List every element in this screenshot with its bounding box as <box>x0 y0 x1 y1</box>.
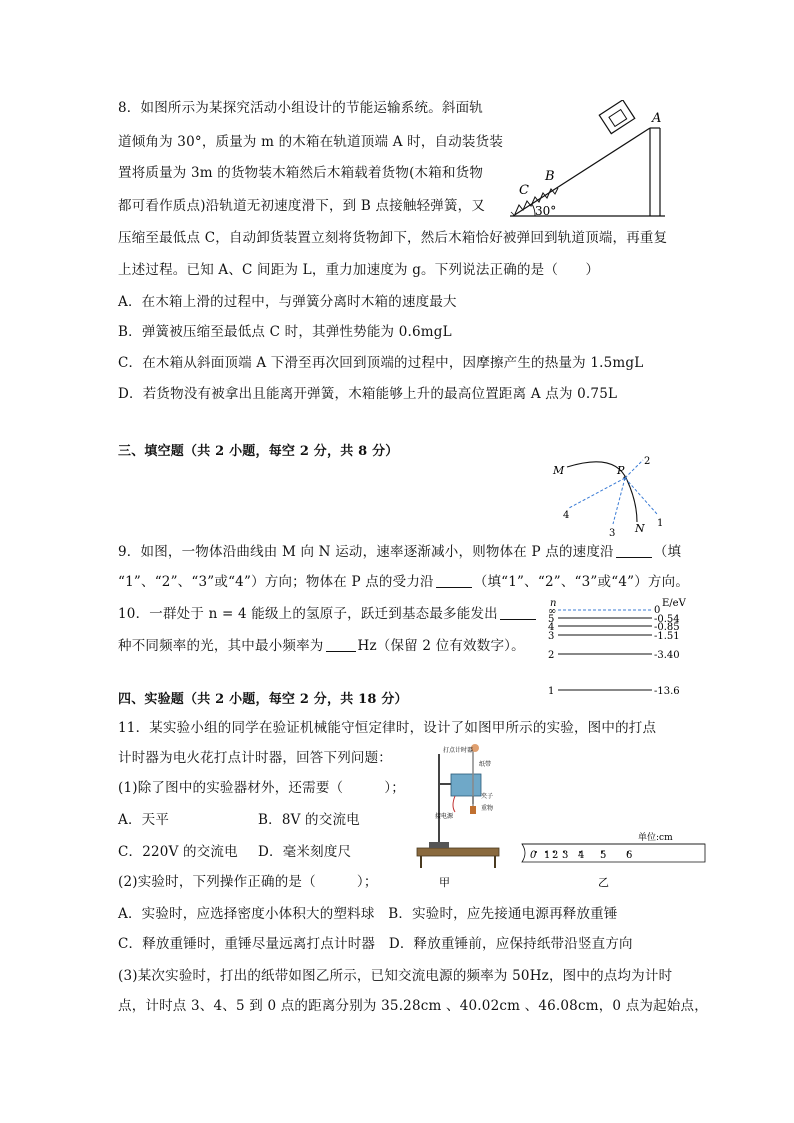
q9-line-1 <box>118 542 681 562</box>
level-3-n: 3 <box>548 631 555 642</box>
level-2-n: 2 <box>548 650 555 661</box>
incline-angle-label: 30° <box>535 204 557 218</box>
label-power: 接电源 <box>435 813 454 820</box>
point-b-label: B <box>545 169 555 184</box>
q9-blank-force[interactable] <box>436 573 472 588</box>
figure-yi-caption: 乙 <box>598 876 609 889</box>
point-c-label: C <box>519 183 529 198</box>
q9-line-2 <box>118 572 689 592</box>
q10-blank-count[interactable] <box>500 605 536 620</box>
label-timer: 打点计时器 <box>443 747 474 754</box>
tape-figure-yi <box>520 828 710 890</box>
q11-p1-option-a: A．天平 <box>118 812 170 828</box>
curve-figure <box>545 452 675 542</box>
direction-4-label: 4 <box>563 510 570 521</box>
q9-line-1-end: （填 <box>653 544 682 560</box>
q8-option-b: B．弹簧被压缩至最低点 C 时，其弹性势能为 0.6mgL <box>118 324 452 340</box>
q8-option-d: D．若货物没有被拿出且能离开弹簧，木箱能够上升的最高位置距离 A 点为 0.75L <box>118 386 618 402</box>
tape-point-5: 5 <box>600 850 607 861</box>
q8-option-c: C．在木箱从斜面顶端 A 下滑至再次回到顶端的过程中，因摩擦产生的热量为 1.5mgL <box>118 355 644 371</box>
level-5-e: -0.54 <box>654 614 680 625</box>
q11-p1-option-b: B．8V 的交流电 <box>258 812 360 828</box>
tape-unit-label: 单位:cm <box>638 833 673 843</box>
q9-line-2-end: （填“1”、“2”、“3”或“4”）方向。 <box>473 574 690 590</box>
q11-intro-2: 计时器为电火花打点计时器，回答下列问题： <box>118 750 392 766</box>
q10-blank-frequency[interactable] <box>326 637 356 652</box>
curve-point-n: N <box>635 522 645 535</box>
label-tape: 纸带 <box>479 761 492 768</box>
q8-line-1: 8．如图所示为某探究活动小组设计的节能运输系统。斜面轨 <box>118 100 483 116</box>
energy-level-diagram <box>540 596 690 698</box>
level-1-e: -13.6 <box>654 686 680 697</box>
direction-1-label: 1 <box>657 518 664 529</box>
figure-jia-caption: 甲 <box>439 876 450 889</box>
tape-point-4: 4 <box>578 850 585 861</box>
level-3-e: -1.51 <box>654 631 680 642</box>
point-a-label: A <box>652 111 662 126</box>
q11-p2-options-cd: C．释放重锤时，重锤尽量远离打点计时器 D．释放重锤前，应保持纸带沿竖直方向 <box>118 936 633 952</box>
level-4-e: -0.85 <box>654 622 680 633</box>
q8-line-3: 置将质量为 3m 的货物装木箱然后木箱载着货物(木箱和货物 <box>118 165 484 181</box>
energy-unit-label: E/eV <box>662 598 686 609</box>
q11-intro-1: 11．某实验小组的同学在验证机械能守恒定律时，设计了如图甲所示的实验，图中的打点 <box>118 720 657 736</box>
q11-part-3-line-2: 点，计时点 3、4、5 到 0 点的距离分别为 35.28cm 、40.02cm 、46.08cm，0 点为起始点， <box>118 998 708 1014</box>
section-3-title: 三、填空题（共 2 小题，每空 2 分，共 8 分） <box>118 444 399 459</box>
label-clip: 夹子 <box>481 793 494 800</box>
direction-3-label: 3 <box>609 528 616 539</box>
incline-figure <box>505 100 675 225</box>
q10-line-2-text: 种不同频率的光，其中最小频率为 <box>118 638 324 654</box>
q8-line-2: 道倾角为 30°，质量为 m 的木箱在轨道顶端 A 时，自动装货装 <box>118 134 504 150</box>
q11-part-3-line-1: (3)某次实验时，打出的纸带如图乙所示，已知交流电源的频率为 50Hz，图中的点均为计时 <box>118 968 673 984</box>
q11-part-1: (1)除了图中的实验器材外，还需要（ ）； <box>118 780 405 796</box>
level-1-n: 1 <box>548 686 555 697</box>
level-inf-n: ∞ <box>548 606 557 617</box>
tape-point-2: 2 <box>552 850 559 861</box>
q8-line-4: 都可看作质点)沿轨道无初速度滑下，到 B 点接触轻弹簧，又 <box>118 198 486 214</box>
q8-line-5: 压缩至最低点 C，自动卸货装置立刻将货物卸下，然后木箱恰好被弹回到轨道顶端，再重复 <box>118 230 668 246</box>
section-4-title: 四、实验题（共 2 小题，每空 2 分，共 18 分） <box>118 692 408 707</box>
level-4-n: 4 <box>548 622 555 633</box>
level-inf-e: 0 <box>654 605 661 616</box>
q8-option-a: A．在木箱上滑的过程中，与弹簧分离时木箱的速度最大 <box>118 294 457 310</box>
tape-point-6: 6 <box>626 850 633 861</box>
q10-line-2 <box>118 636 525 656</box>
energy-n-axis-label: n <box>550 598 557 609</box>
q9-line-2-text: “1”、“2”、“3”或“4”）方向；物体在 P 点的受力沿 <box>118 574 434 590</box>
label-weight: 重物 <box>481 805 494 812</box>
q9-line-1-text: 9．如图，一物体沿曲线由 M 向 N 运动，速率逐渐减小，则物体在 P 点的速度沿 <box>118 544 614 560</box>
direction-2-label: 2 <box>644 456 651 467</box>
tape-point-1: 1 <box>544 850 551 861</box>
q10-line-1-text: 10．一群处于 n = 4 能级上的氢原子，跃迁到基态最多能发出 <box>118 606 498 622</box>
q11-p2-options-ab: A．实验时，应选择密度小体积大的塑料球 B．实验时，应先接通电源再释放重锤 <box>118 906 618 922</box>
q11-p1-option-c: C．220V 的交流电 <box>118 844 238 860</box>
q9-blank-velocity[interactable] <box>616 543 652 558</box>
curve-point-m: M <box>553 464 565 477</box>
q11-part-2: (2)实验时，下列操作正确的是（ ）； <box>118 874 378 890</box>
q10-line-1 <box>118 604 538 624</box>
level-2-e: -3.40 <box>654 650 680 661</box>
q11-p1-option-d: D．毫米刻度尺 <box>258 844 352 860</box>
curve-point-p: P <box>617 464 625 477</box>
apparatus-figure-jia <box>415 740 505 890</box>
level-5-n: 5 <box>548 614 555 625</box>
q8-line-6: 上述过程。已知 A、C 间距为 L，重力加速度为 g。下列说法正确的是（ ） <box>118 262 600 278</box>
tape-point-0: 0 <box>530 850 537 861</box>
tape-point-3: 3 <box>562 850 569 861</box>
q10-line-2-end: Hz（保留 2 位有效数字）。 <box>357 638 525 654</box>
